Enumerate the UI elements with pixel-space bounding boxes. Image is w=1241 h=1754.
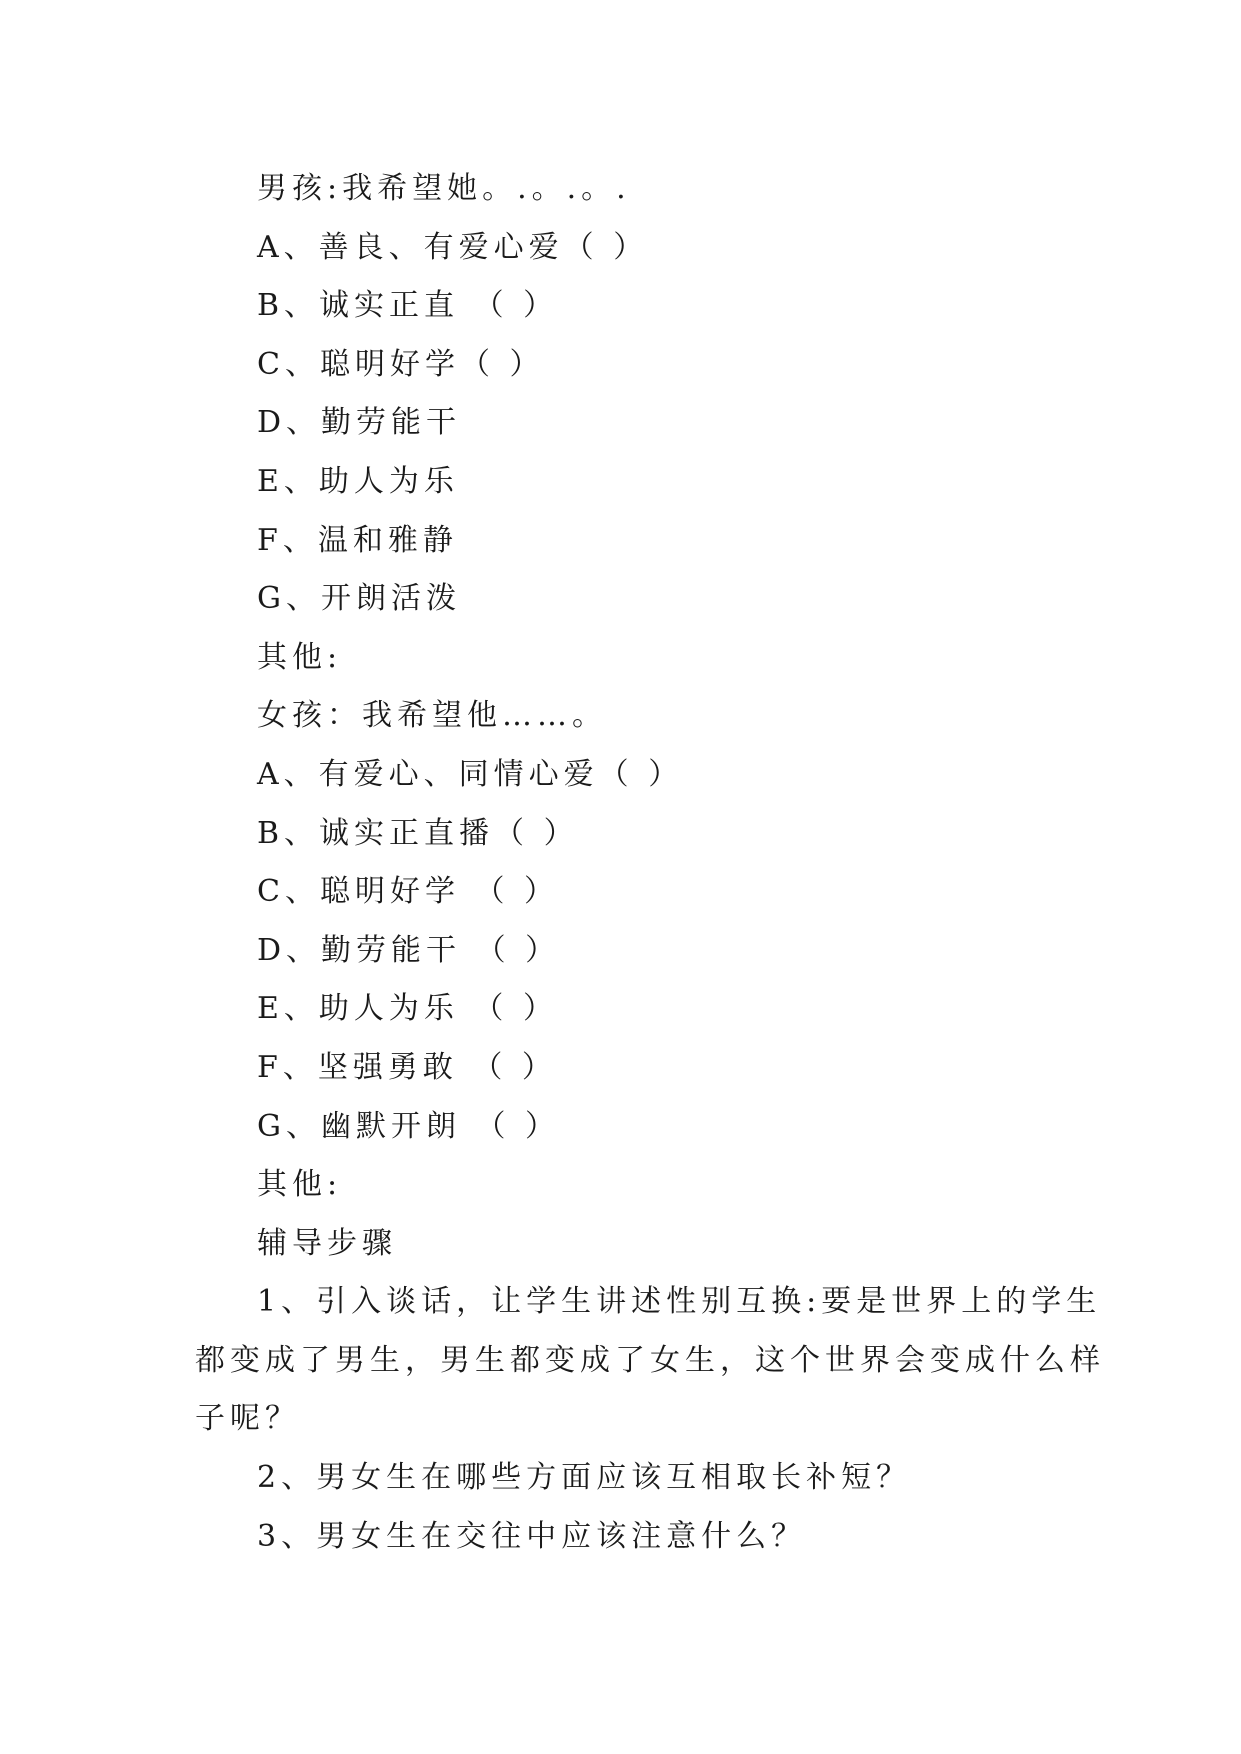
girl-option-e: E、助人为乐 （ ） (257, 991, 558, 1027)
girl-option-d: D、勤劳能干 （ ） (257, 932, 561, 968)
girl-section-heading: 女孩：我希望他……。 (257, 698, 607, 734)
boy-section-heading: 男孩:我希望她。.。.。. (257, 171, 631, 206)
step-1-line-2: 都变成了男生，男生都变成了女生，这个世界会变成什么样 (195, 1342, 1105, 1378)
boy-section-other: 其他: (257, 639, 343, 675)
boy-option-f: F、温和雅静 (257, 522, 458, 558)
girl-option-f: F、坚强勇敢 （ ） (257, 1049, 557, 1085)
boy-option-e: E、助人为乐 (257, 463, 459, 499)
boy-option-d: D、勤劳能干 (257, 405, 462, 441)
girl-option-c: C、聪明好学 （ ） (257, 874, 560, 910)
boy-option-g: G、开朗活泼 (257, 581, 461, 617)
step-1-paragraph (195, 1273, 1105, 1449)
step-3: 3、男女生在交往中应该注意什么？ (257, 1518, 807, 1554)
document-body (195, 160, 1105, 1566)
boy-option-b: B、诚实正直 （ ） (257, 288, 559, 324)
boy-option-a: A、善良、有爱心爱（ ） (257, 229, 649, 265)
girl-section-other: 其他: (257, 1167, 343, 1203)
boy-option-c: C、聪明好学（ ） (257, 346, 545, 382)
girl-option-a: A、有爱心、同情心爱（ ） (257, 756, 684, 792)
step-2: 2、男女生在哪些方面应该互相取长补短？ (257, 1460, 912, 1496)
girl-option-g: G、幽默开朗 （ ） (257, 1108, 561, 1144)
girl-option-b: B、诚实正直播（ ） (257, 815, 579, 851)
step-1-line-1: 1、引入谈话，让学生讲述性别互换:要是世界上的学生 (257, 1284, 1102, 1320)
steps-heading: 辅导步骤 (257, 1225, 397, 1261)
step-1-line-3: 子呢？ (195, 1401, 300, 1437)
